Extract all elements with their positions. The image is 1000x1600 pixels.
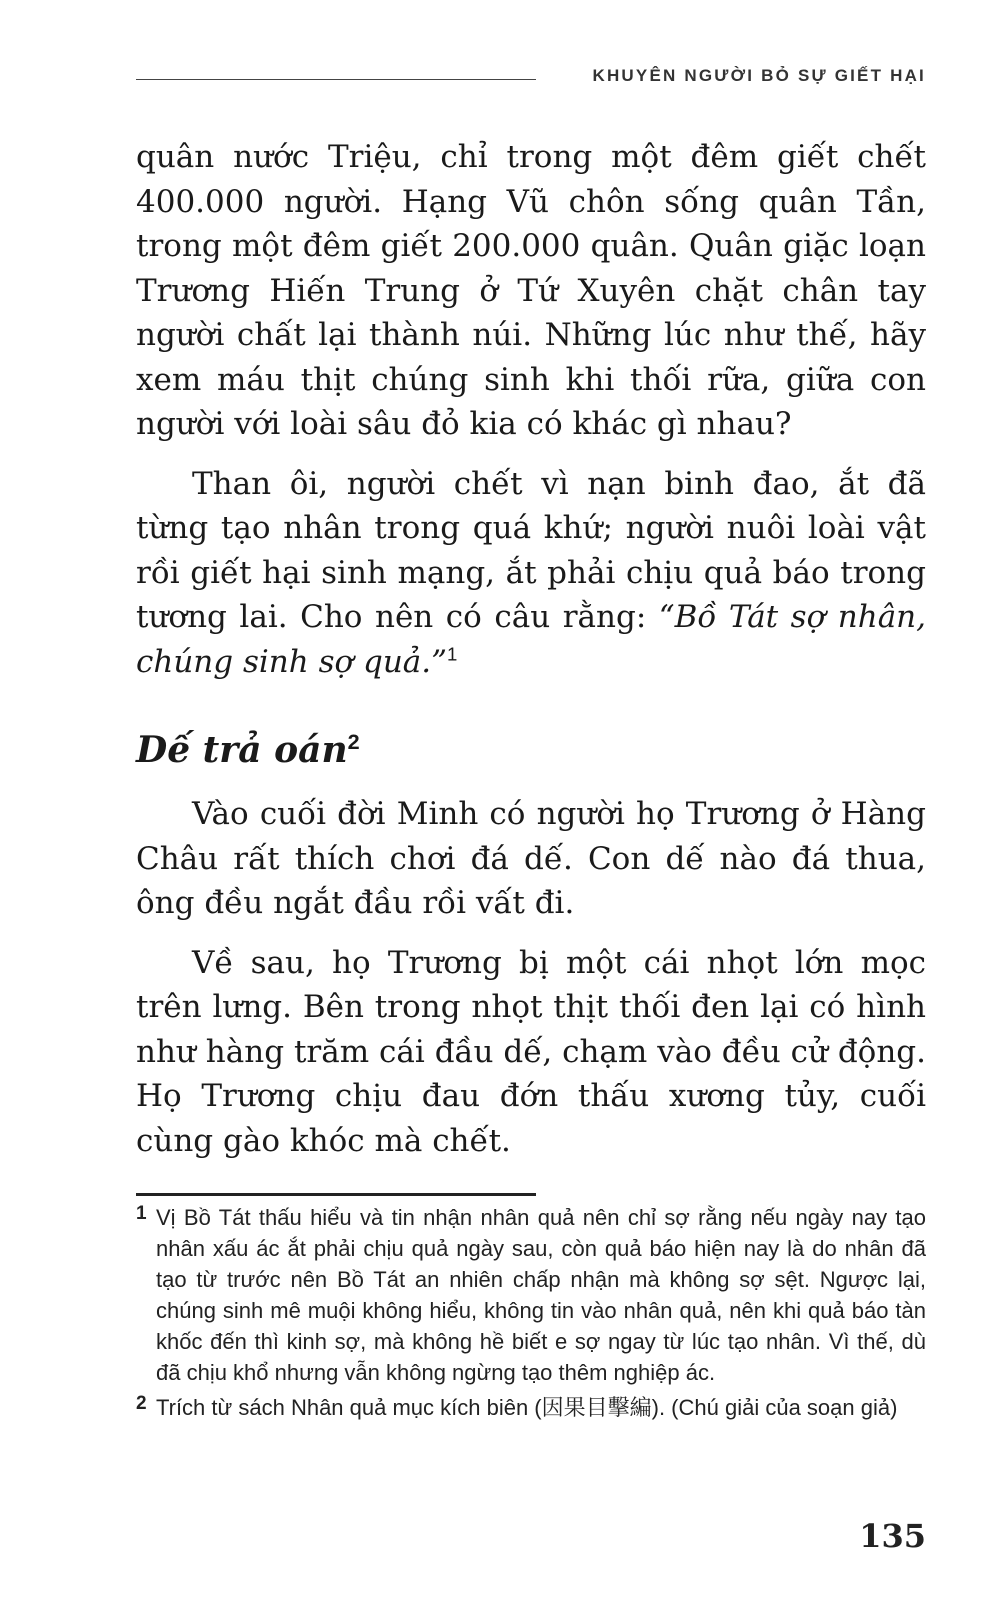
paragraph-2: [136, 462, 926, 685]
section-heading: [136, 728, 926, 772]
footnote-ref-2[interactable]: 2: [347, 729, 360, 754]
footnote-1: [136, 1202, 926, 1388]
footnote-divider: [136, 1193, 536, 1196]
body-text: [136, 135, 926, 1163]
paragraph-4: Về sau, họ Trương bị một cái nhọt lớn mọc trên lưng. Bên trong nhọt thịt thối đen lại có hình như hàng trăm cái đầu dế, chạm vào đều cử động. Họ Trương chịu đau đớn thấu xương tủy, cuối cùng gào khóc mà chết.: [136, 944, 926, 1159]
footnote-text: Trích từ sách Nhân quả mục kích biên (因果目擊編). (Chú giải của soạn giả): [156, 1395, 898, 1420]
paragraph-1: quân nước Triệu, chỉ trong một đêm giết chết 400.000 người. Hạng Vũ chôn sống quân Tần, trong một đêm giết 200.000 quân. Quân giặc loạn Trương Hiến Trung ở Tứ Xuyên chặt chân tay người chất lại thành núi. Những lúc như thế, hãy xem máu thịt chúng sinh khi thối rữa, giữa con người với loài sâu đỏ kia có khác gì nhau?: [136, 139, 926, 442]
footnote-number: 2: [136, 1393, 147, 1414]
footnote-ref-1[interactable]: 1: [446, 643, 458, 665]
paragraph-3: Vào cuối đời Minh có người họ Trương ở Hàng Châu rất thích chơi đá dế. Con dế nào đá thua, ông đều ngắt đầu rồi vất đi.: [136, 796, 926, 921]
header-rule: [136, 79, 536, 80]
running-header: [136, 62, 926, 86]
footnotes: [136, 1202, 926, 1427]
footnote-2: [136, 1392, 926, 1423]
quote: “Bồ Tát sợ nhân, chúng sinh sợ quả.”: [136, 599, 926, 680]
paragraph-2-lead: Than ôi, người chết vì nạn binh đao, ắt đã từng tạo nhân trong quá khứ; người nuôi loài vật rồi giết hại sinh mạng, ắt phải chịu quả báo trong tương lai. Cho nên có câu rằng:: [136, 465, 926, 635]
page-number: 135: [859, 1517, 926, 1555]
footnote-number: 1: [136, 1203, 147, 1224]
section-heading-text: Dế trả oán: [136, 729, 348, 771]
chapter-title: KHUYÊN NGƯỜI BỎ SỰ GIẾT HẠI: [592, 66, 926, 85]
footnote-text: Vị Bồ Tát thấu hiểu và tin nhận nhân quả nên chỉ sợ rằng nếu ngày nay tạo nhân xấu ác ắt phải chịu quả ngày sau, còn quả báo hiện nay là do nhân đã tạo từ trước nên Bồ Tát an nhiên chấp nhận mà không sợ sệt. Ngược lại, chúng sinh mê muội không hiểu, không tin vào nhân quả, nên khi quả báo tàn khốc đến thì kinh sợ, mà không hề biết e sợ ngay từ lúc tạo nhân. Vì thế, dù đã chịu khổ nhưng vẫn không ngừng tạo thêm nghiệp ác.: [156, 1205, 926, 1385]
